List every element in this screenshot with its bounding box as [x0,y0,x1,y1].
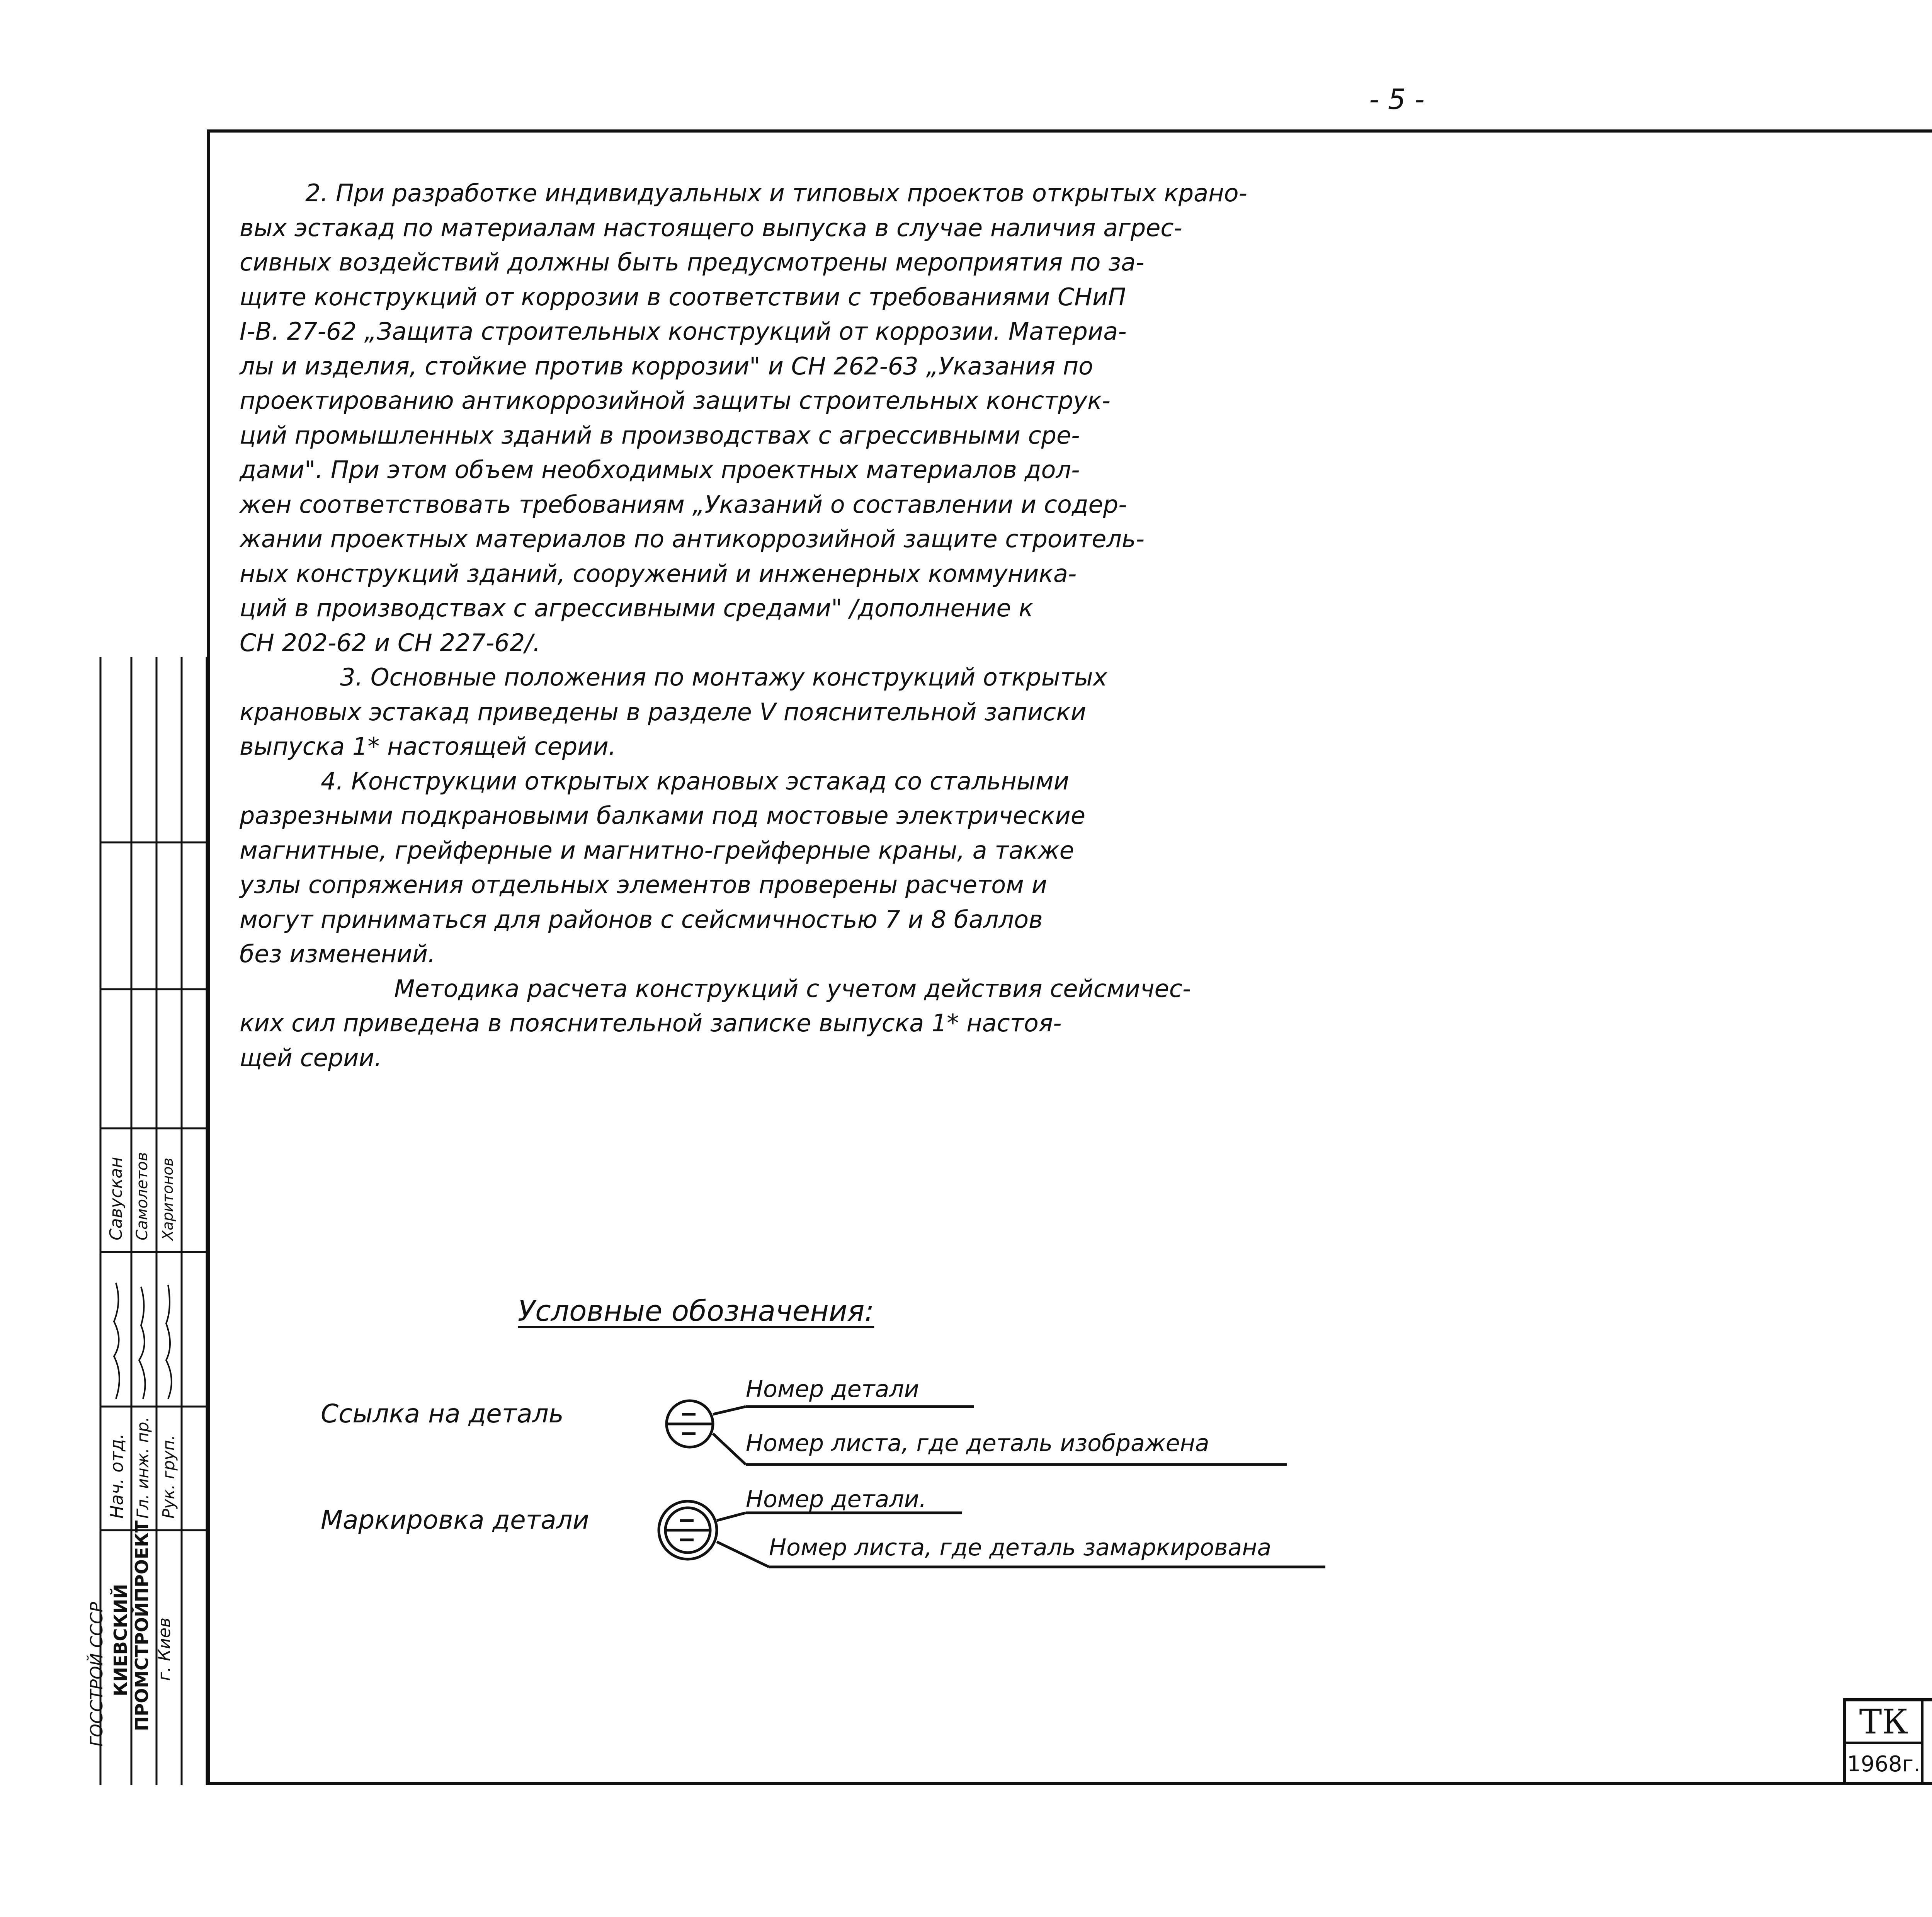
side-role-2: Гл. инж. пр. [133,1417,152,1519]
legend-reference-label: Ссылка на деталь [321,1399,564,1429]
side-org-3: ПРОМСТРОЙПРОЕКТ [131,1520,152,1731]
body-line: лы и изделия, стойкие против коррозии" и СН 262-63 „Указания по [240,352,1094,380]
body-line: узлы сопряжения отдельных элементов проверены расчетом и [240,871,1047,899]
body-line: ких сил приведена в пояснительной записке выпуска 1* настоя- [240,1009,1062,1037]
body-line: ных конструкций зданий, сооружений и инженерных коммуника- [240,559,1077,588]
body-line: СН 202-62 и СН 227-62/. [240,628,541,657]
body-line: сивных воздействий должны быть предусмотрены мероприятия по за- [240,248,1145,276]
stamp-year-cell: 1968г. [1846,1744,1923,1785]
body-line: дами". При этом объем необходимых проектных материалов дол- [240,456,1080,484]
body-line: проектированию антикоррозийной защиты строительных конструк- [240,386,1111,415]
side-role-1: Нач. отд. [106,1433,127,1519]
page-number: - 5 - [1369,83,1425,116]
body-line: I-В. 27-62 „Защита строительных конструкций от коррозии. Материа- [240,317,1127,345]
body-line: могут приниматься для районов с сейсмичностью 7 и 8 баллов [240,905,1043,934]
side-name-1: Савускан [106,1157,126,1240]
body-line: ций промышленных зданий в производствах с агрессивными сре- [240,421,1080,449]
body-line: без изменений. [240,940,435,968]
legend-reference-top: Номер детали [746,1376,919,1403]
body-line: ций в производствах с агрессивными средами" /дополнение к [240,594,1033,622]
body-line: 2. При разработке индивидуальных и типовых проектов открытых крано- [305,179,1247,207]
body-line: выпуска 1* настоящей серии. [240,732,616,760]
body-line: 3. Основные положения по монтажу конструкций открытых [340,663,1107,691]
side-org-1: ГОССТРОЙ СССР [87,1602,107,1747]
side-name-2: Самолетов [133,1152,151,1240]
body-line: щей серии. [240,1043,382,1072]
body-line: вых эстакад по материалам настоящего выпуска в случае наличия агрес- [240,213,1182,242]
body-line: жании проектных материалов по антикоррозийной защите строитель- [240,525,1145,553]
side-org-4: г. Киев [155,1618,174,1681]
legend-marking-bottom: Номер листа, где деталь замаркирована [769,1534,1272,1561]
side-role-3: Рук. груп. [159,1435,178,1519]
body-line: 4. Конструкции открытых крановых эстакад со стальными [321,767,1069,795]
body-line: крановых эстакад приведены в разделе V пояснительной записки [240,697,1086,726]
legend-marking-label: Маркировка детали [321,1505,589,1535]
stamp-org-cell: ТК [1846,1701,1923,1744]
legend-title: Условные обозначения: [518,1294,874,1328]
legend-reference-bottom: Номер листа, где деталь изображена [746,1430,1209,1457]
side-name-3: Харитонов [159,1157,176,1240]
body-line: щите конструкций от коррозии в соответствии с требованиями СНиП [240,282,1126,311]
legend-marking-top: Номер детали. [746,1486,927,1513]
body-line: разрезными подкрановыми балками под мостовые электрические [240,801,1085,830]
body-line: Методика расчета конструкций с учетом действия сейсмичес- [394,974,1191,1003]
body-line: магнитные, грейферные и магнитно-грейферные краны, а также [240,836,1074,864]
side-org-2: КИЕВСКИЙ [110,1584,131,1696]
body-line: жен соответствовать требованиям „Указаний о составлении и содер- [240,490,1127,519]
